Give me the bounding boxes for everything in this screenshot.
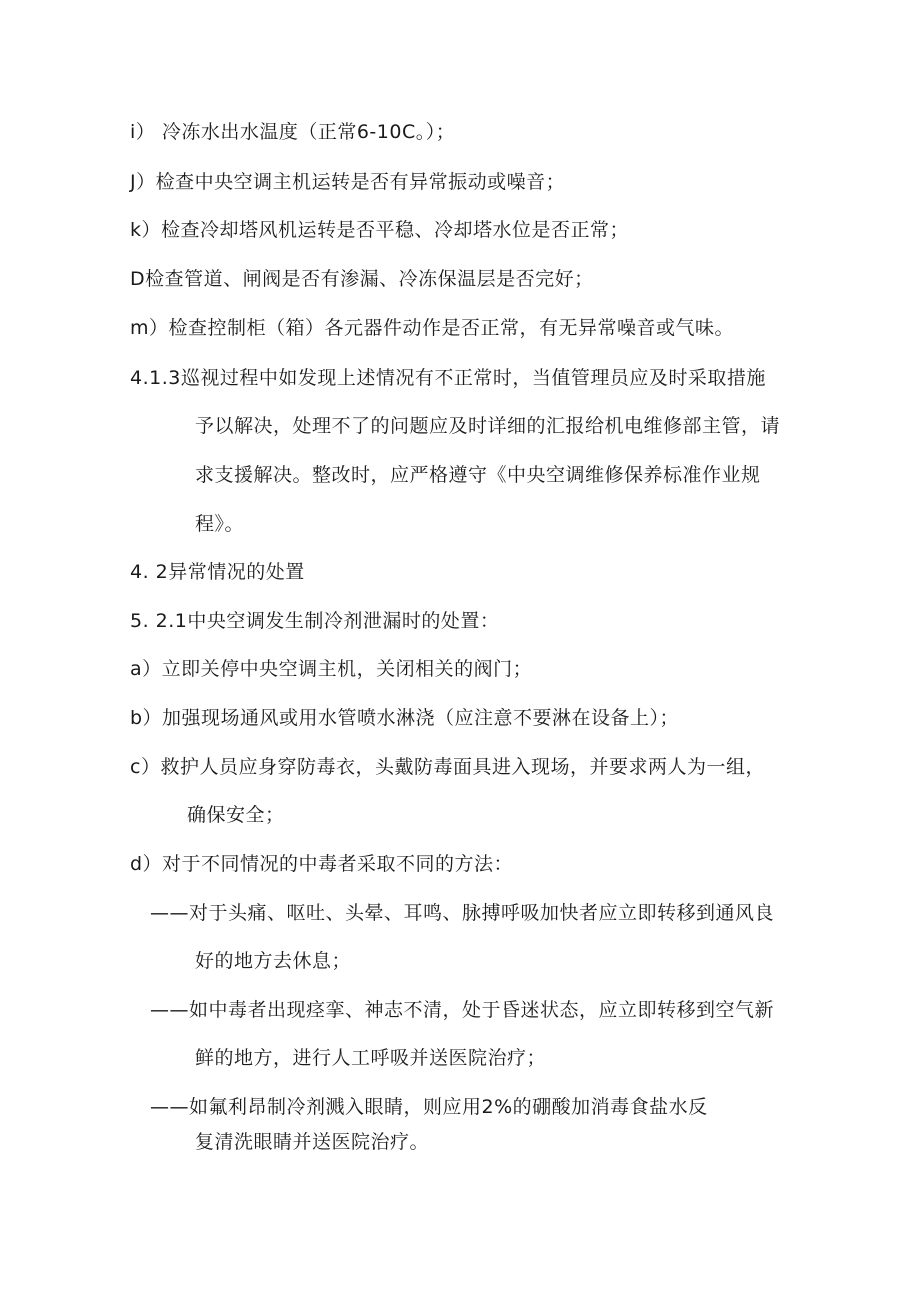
dash-item-1-line-2: 好的地方去休息； [195, 950, 352, 972]
dash-item-2-line-2: 鲜的地方，进行人工呼吸并送医院治疗； [195, 1047, 547, 1069]
item-j-host-vibration: J）检查中央空调主机运转是否有异常振动或噪音； [130, 171, 566, 193]
item-l-pipes-valves: D检查管道、闸阀是否有渗漏、冷冻保温层是否完好； [130, 268, 594, 290]
item-c-rescue-line-1: c）救护人员应身穿防毒衣，头戴防毒面具进入现场，并要求两人为一组， [130, 756, 765, 778]
section-heading-4-2: 4. 2异常情况的处置 [130, 561, 305, 583]
item-c-rescue-line-2: 确保安全； [187, 804, 285, 826]
item-a-shutdown: a）立即关停中央空调主机，关闭相关的阀门； [130, 658, 533, 680]
item-m-control-cabinet: m）检查控制柜（箱）各元器件动作是否正常，有无异常噪音或气味。 [130, 317, 735, 339]
para-4-1-3-line-4: 程》。 [195, 513, 245, 535]
dash-item-1-line-1: ——对于头痛、呕吐、头晕、耳鸣、脉搏呼吸加快者应立即转移到通风良 [150, 902, 775, 924]
dash-item-3-line-2: 复清洗眼睛并送医院治疗。 [195, 1131, 430, 1153]
para-4-1-3-line-1: 4.1.3巡视过程中如发现上述情况有不正常时，当值管理员应及时采取措施 [130, 367, 766, 389]
para-4-1-3-line-3: 求支援解决。整改时，应严格遵守《中央空调维修保养标准作业规 [195, 464, 761, 486]
item-d-methods: d）对于不同情况的中毒者采取不同的方法： [130, 853, 514, 875]
subsection-5-2-1: 5. 2.1中央空调发生制冷剂泄漏时的处置： [130, 610, 500, 632]
item-b-ventilation: b）加强现场通风或用水管喷水淋浇（应注意不要淋在设备上）； [130, 707, 680, 729]
item-k-cooling-tower: k）检查冷却塔风机运转是否平稳、冷却塔水位是否正常； [130, 219, 630, 241]
item-i-chilled-water-temp: i） 冷冻水出水温度（正常6-10C。）； [130, 121, 456, 143]
dash-item-3-line-1: ——如氟利昂制冷剂溅入眼睛，则应用2%的硼酸加消毒食盐水反 [150, 1096, 708, 1118]
para-4-1-3-line-2: 予以解决，处理不了的问题应及时详细的汇报给机电维修部主管，请 [195, 415, 781, 437]
dash-item-2-line-1: ——如中毒者出现痉挛、神志不清，处于昏迷状态，应立即转移到空气新 [150, 999, 775, 1021]
